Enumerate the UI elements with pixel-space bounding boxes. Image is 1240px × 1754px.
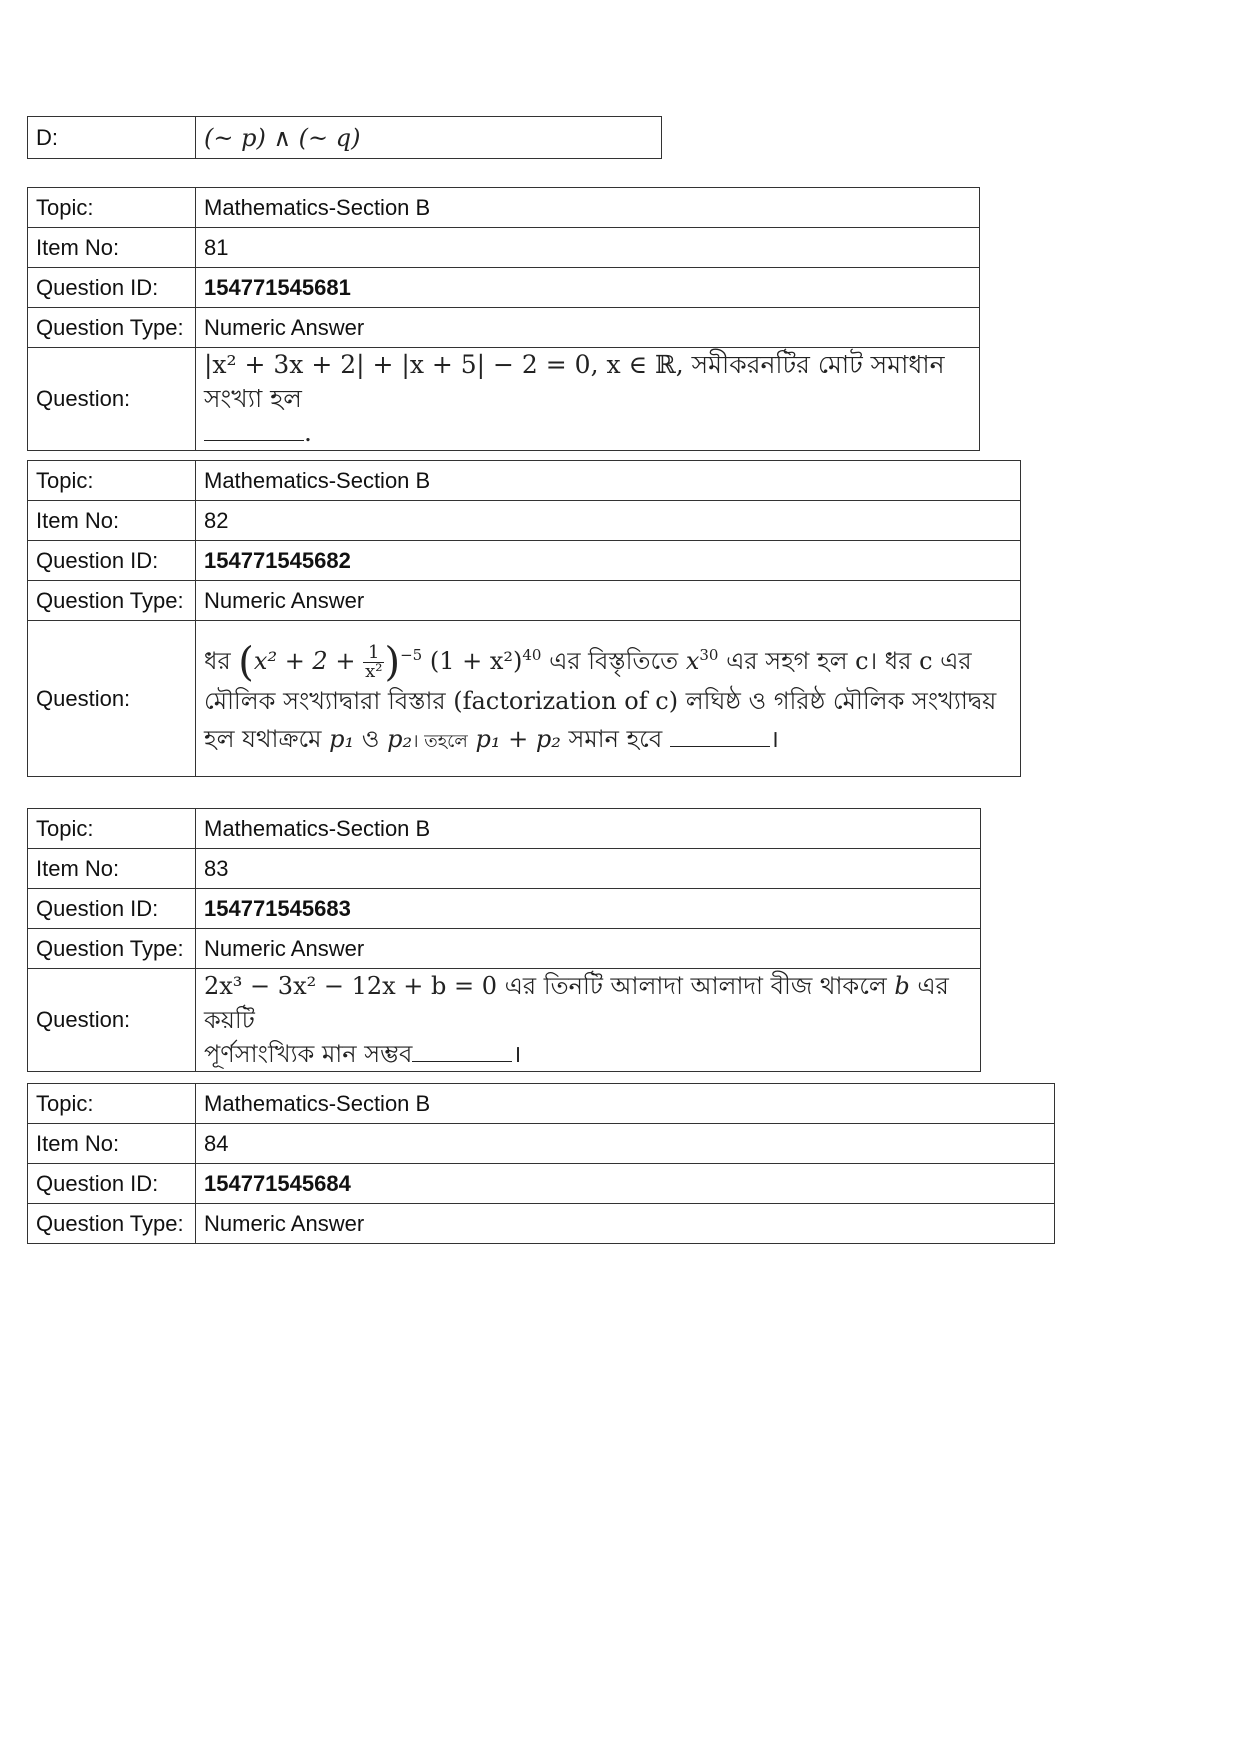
question-label: Question: bbox=[28, 621, 196, 777]
x-exponent: 30 bbox=[699, 646, 719, 665]
sum-expression: p₁ + p₂ bbox=[475, 724, 561, 753]
question-text: ধর (x² + 2 + $\frac{1}{\text{x²}}$ )$^{-5}$ $(1 + x^2)^{40}$ এর বিস্তৃতিতে $x^{30}$ এর সহগ হল c। ধর c এর মৌলিক সংখ্যাদ্বারা বিস্তার (factorization of c) লঘিষ্ঠ ও গরিষ্ঠ মৌলিক সংখ্যাদ্বয় হল যথাক্রমে p₁ ও p₂। তহলে p₁ + p₂ সমান হবে । bbox=[196, 621, 1021, 777]
question-type-value: Numeric Answer bbox=[196, 1204, 1055, 1244]
item-no-label: Item No: bbox=[28, 1124, 196, 1164]
question-statement: সমীকরনটির মোট সমাধান সংখ্যা হল bbox=[204, 350, 945, 413]
answer-blank bbox=[204, 418, 304, 441]
p1-symbol: p₁ bbox=[329, 724, 355, 753]
item-no-label: Item No: bbox=[28, 849, 196, 889]
question-label: Question: bbox=[28, 348, 196, 451]
item-no-value: 82 bbox=[196, 501, 1021, 541]
fraction: $\frac{1}{\text{x²}}$ bbox=[365, 642, 383, 683]
expression-a: x² + 2 + bbox=[253, 647, 356, 676]
question-label: Question: bbox=[28, 969, 196, 1072]
topic-value: Mathematics-Section B bbox=[196, 188, 980, 228]
item-no-label: Item No: bbox=[28, 228, 196, 268]
question-line2: মৌলিক সংখ্যাদ্বারা বিস্তার (factorization of c) লঘিষ্ঠ ও গরিষ্ঠ মৌলিক সংখ্যাদ্বয় bbox=[204, 686, 997, 715]
question-id-value: 154771545683 bbox=[196, 889, 981, 929]
question-id-label: Question ID: bbox=[28, 1164, 196, 1204]
question-text2: এর কয়টি bbox=[204, 972, 949, 1034]
question-type-label: Question Type: bbox=[28, 308, 196, 348]
option-d-label: D: bbox=[28, 117, 196, 159]
question-type-label: Question Type: bbox=[28, 929, 196, 969]
question-line3c: সমান হবে bbox=[568, 724, 663, 753]
question-id-label: Question ID: bbox=[28, 889, 196, 929]
question-table-83 bbox=[27, 808, 981, 1072]
question-table-84 bbox=[27, 1083, 1055, 1244]
option-d-table bbox=[27, 116, 662, 159]
topic-value: Mathematics-Section B bbox=[196, 809, 981, 849]
topic-label: Topic: bbox=[28, 809, 196, 849]
question-equation: |x² + 3x + 2| + |x + 5| − 2 = 0, x ∈ ℝ, bbox=[204, 350, 684, 379]
question-type-value: Numeric Answer bbox=[196, 929, 981, 969]
question-p3: এর সহগ হল c। ধর c এর bbox=[726, 647, 972, 676]
question-line3b: । তহলে bbox=[412, 730, 468, 752]
question-type-value: Numeric Answer bbox=[196, 581, 1021, 621]
answer-blank bbox=[412, 1039, 512, 1062]
b-variable: b bbox=[894, 972, 910, 1000]
topic-value: Mathematics-Section B bbox=[196, 1084, 1055, 1124]
question-id-value: 154771545684 bbox=[196, 1164, 1055, 1204]
answer-blank bbox=[670, 724, 770, 747]
item-no-value: 83 bbox=[196, 849, 981, 889]
question-text1: এর তিনটি আলাদা আলাদা বীজ থাকলে bbox=[504, 972, 887, 1000]
topic-value: Mathematics-Section B bbox=[196, 461, 1021, 501]
question-p2: এর বিস্তৃতিতে bbox=[549, 647, 679, 676]
question-id-value: 154771545682 bbox=[196, 541, 1021, 581]
question-id-label: Question ID: bbox=[28, 541, 196, 581]
topic-label: Topic: bbox=[28, 461, 196, 501]
item-no-value: 81 bbox=[196, 228, 980, 268]
item-no-value: 84 bbox=[196, 1124, 1055, 1164]
topic-label: Topic: bbox=[28, 188, 196, 228]
exponent-a: −5 bbox=[400, 646, 423, 665]
question-type-value: Numeric Answer bbox=[196, 308, 980, 348]
question-line3a: হল যথাক্রমে bbox=[204, 724, 322, 753]
question-p1: ধর bbox=[204, 647, 231, 676]
question-id-label: Question ID: bbox=[28, 268, 196, 308]
item-no-label: Item No: bbox=[28, 501, 196, 541]
option-d-value: (~ p) ∧ (~ q) bbox=[196, 117, 662, 159]
x-term: x bbox=[685, 647, 700, 676]
question-line2: পূর্ণসাংখ্যিক মান সম্ভব bbox=[204, 1040, 413, 1068]
exponent-b: 40 bbox=[522, 646, 542, 665]
p2-symbol: p₂ bbox=[387, 724, 413, 753]
topic-label: Topic: bbox=[28, 1084, 196, 1124]
question-type-label: Question Type: bbox=[28, 581, 196, 621]
question-type-label: Question Type: bbox=[28, 1204, 196, 1244]
question-text: |x² + 3x + 2| + |x + 5| − 2 = 0, x ∈ ℝ, সমীকরনটির মোট সমাধান সংখ্যা হল . bbox=[196, 348, 980, 451]
question-id-value: 154771545681 bbox=[196, 268, 980, 308]
question-table-81 bbox=[27, 187, 980, 451]
question-text: 2x³ − 3x² − 12x + b = 0 এর তিনটি আলাদা আলাদা বীজ থাকলে b এর কয়টি পূর্ণসাংখ্যিক মান সম্ভব । bbox=[196, 969, 981, 1072]
and-word: ও bbox=[361, 724, 380, 753]
expression-b: (1 + x²) bbox=[429, 647, 523, 676]
question-table-82 bbox=[27, 460, 1021, 777]
question-equation: 2x³ − 3x² − 12x + b = 0 bbox=[204, 972, 498, 1000]
